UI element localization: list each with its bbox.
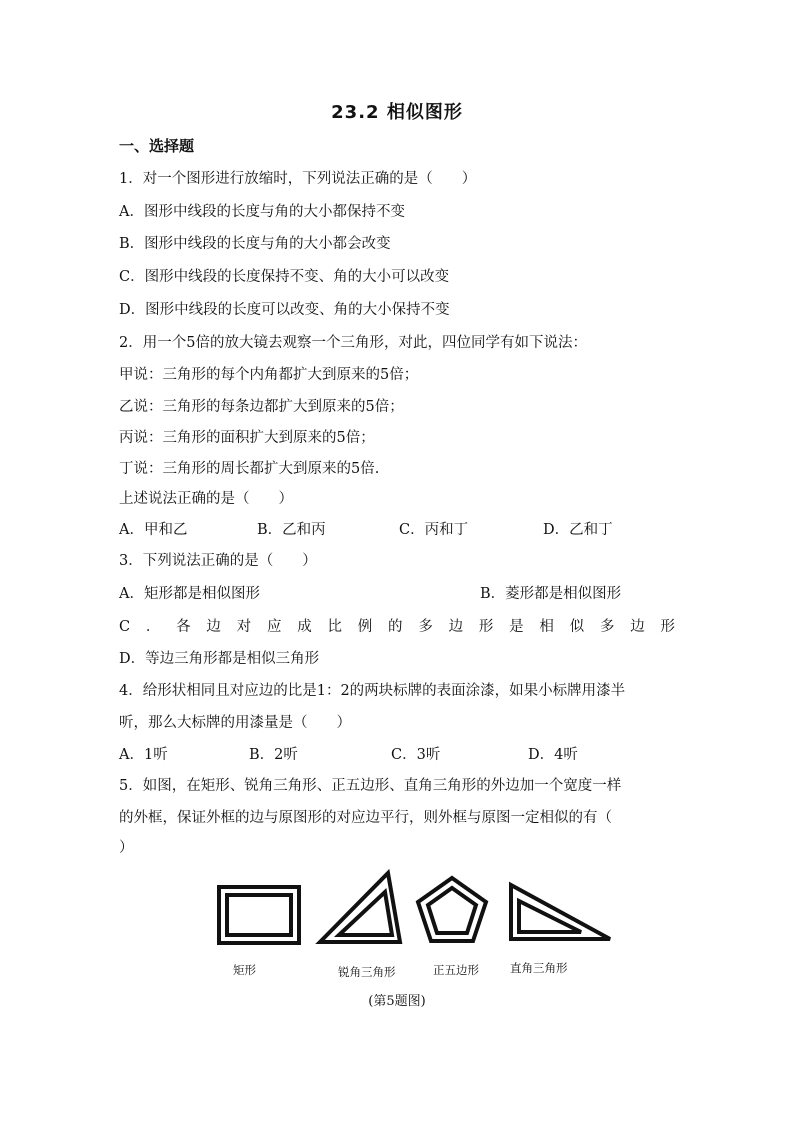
page-title: 23.2 相似图形 <box>331 102 463 123</box>
label-pentagon: 正五边形 <box>433 963 479 977</box>
q2-statement-jia: 甲说：三角形的每个内角都扩大到原来的5倍； <box>119 367 419 383</box>
q3-option-d: D．等边三角形都是相似三角形 <box>119 651 320 667</box>
label-right-triangle: 直角三角形 <box>510 961 568 975</box>
q2-option-b: B．乙和丙 <box>257 522 326 538</box>
q2-statement-bing: 丙说：三角形的面积扩大到原来的5倍； <box>119 430 375 446</box>
q4-option-b: B．2听 <box>249 747 298 763</box>
q3-option-a: A．矩形都是相似图形 <box>119 586 260 602</box>
q2-option-a: A．甲和乙 <box>119 522 188 538</box>
q1-option-d: D．图形中线段的长度可以改变、角的大小保持不变 <box>119 302 450 318</box>
q4-option-c: C．3听 <box>391 747 441 763</box>
q3-option-b: B．菱形都是相似图形 <box>480 586 622 602</box>
q1-option-a: A．图形中线段的长度与角的大小都保持不变 <box>119 204 405 220</box>
section-heading: 一、选择题 <box>119 137 195 155</box>
q2-ask: 上述说法正确的是（ ） <box>119 491 293 507</box>
framed-acute-triangle-shape <box>320 873 400 942</box>
q2-statement-ding: 丁说：三角形的周长都扩大到原来的5倍. <box>119 461 380 477</box>
q5-stem-line2: 的外框，保证外框的边与原图形的对应边平行，则外框与原图一定相似的有（ <box>119 810 612 826</box>
q2-option-c: C．丙和丁 <box>399 522 469 538</box>
q4-stem-line2: 听，那么大标牌的用漆量是（ ） <box>119 715 351 731</box>
q1-option-b: B．图形中线段的长度与角的大小都会改变 <box>119 236 391 252</box>
q4-option-d: D．4听 <box>528 747 578 763</box>
q4-option-a: A．1听 <box>119 747 168 763</box>
q2-stem: 2．用一个5倍的放大镜去观察一个三角形，对此，四位同学有如下说法： <box>119 335 587 351</box>
q5-stem-line1: 5．如图，在矩形、锐角三角形、正五边形、直角三角形的外边加一个宽度一样 <box>119 778 622 794</box>
q3-option-c: C．各边对应成比例的多边形是相似多边形 <box>119 619 675 635</box>
framed-rectangle-shape <box>219 887 299 943</box>
q1-stem: 1．对一个图形进行放缩时，下列说法正确的是（ ） <box>119 171 477 187</box>
q5-stem-line3: ） <box>119 840 134 856</box>
q4-stem-line1: 4．给形状相同且对应边的比是1：2的两块标牌的表面涂漆，如果小标牌用漆半 <box>119 683 626 699</box>
q2-statement-yi: 乙说：三角形的每条边都扩大到原来的5倍； <box>119 399 404 415</box>
label-rectangle: 矩形 <box>233 963 256 977</box>
label-acute-triangle: 锐角三角形 <box>338 965 396 979</box>
q1-option-c: C．图形中线段的长度保持不变、角的大小可以改变 <box>119 269 450 285</box>
framed-right-triangle-shape <box>511 885 610 939</box>
q3-stem: 3．下列说法正确的是（ ） <box>119 553 317 569</box>
figure-caption: (第5题图) <box>368 994 426 1009</box>
q2-option-d: D．乙和丁 <box>543 522 613 538</box>
framed-pentagon-shape <box>418 878 486 941</box>
